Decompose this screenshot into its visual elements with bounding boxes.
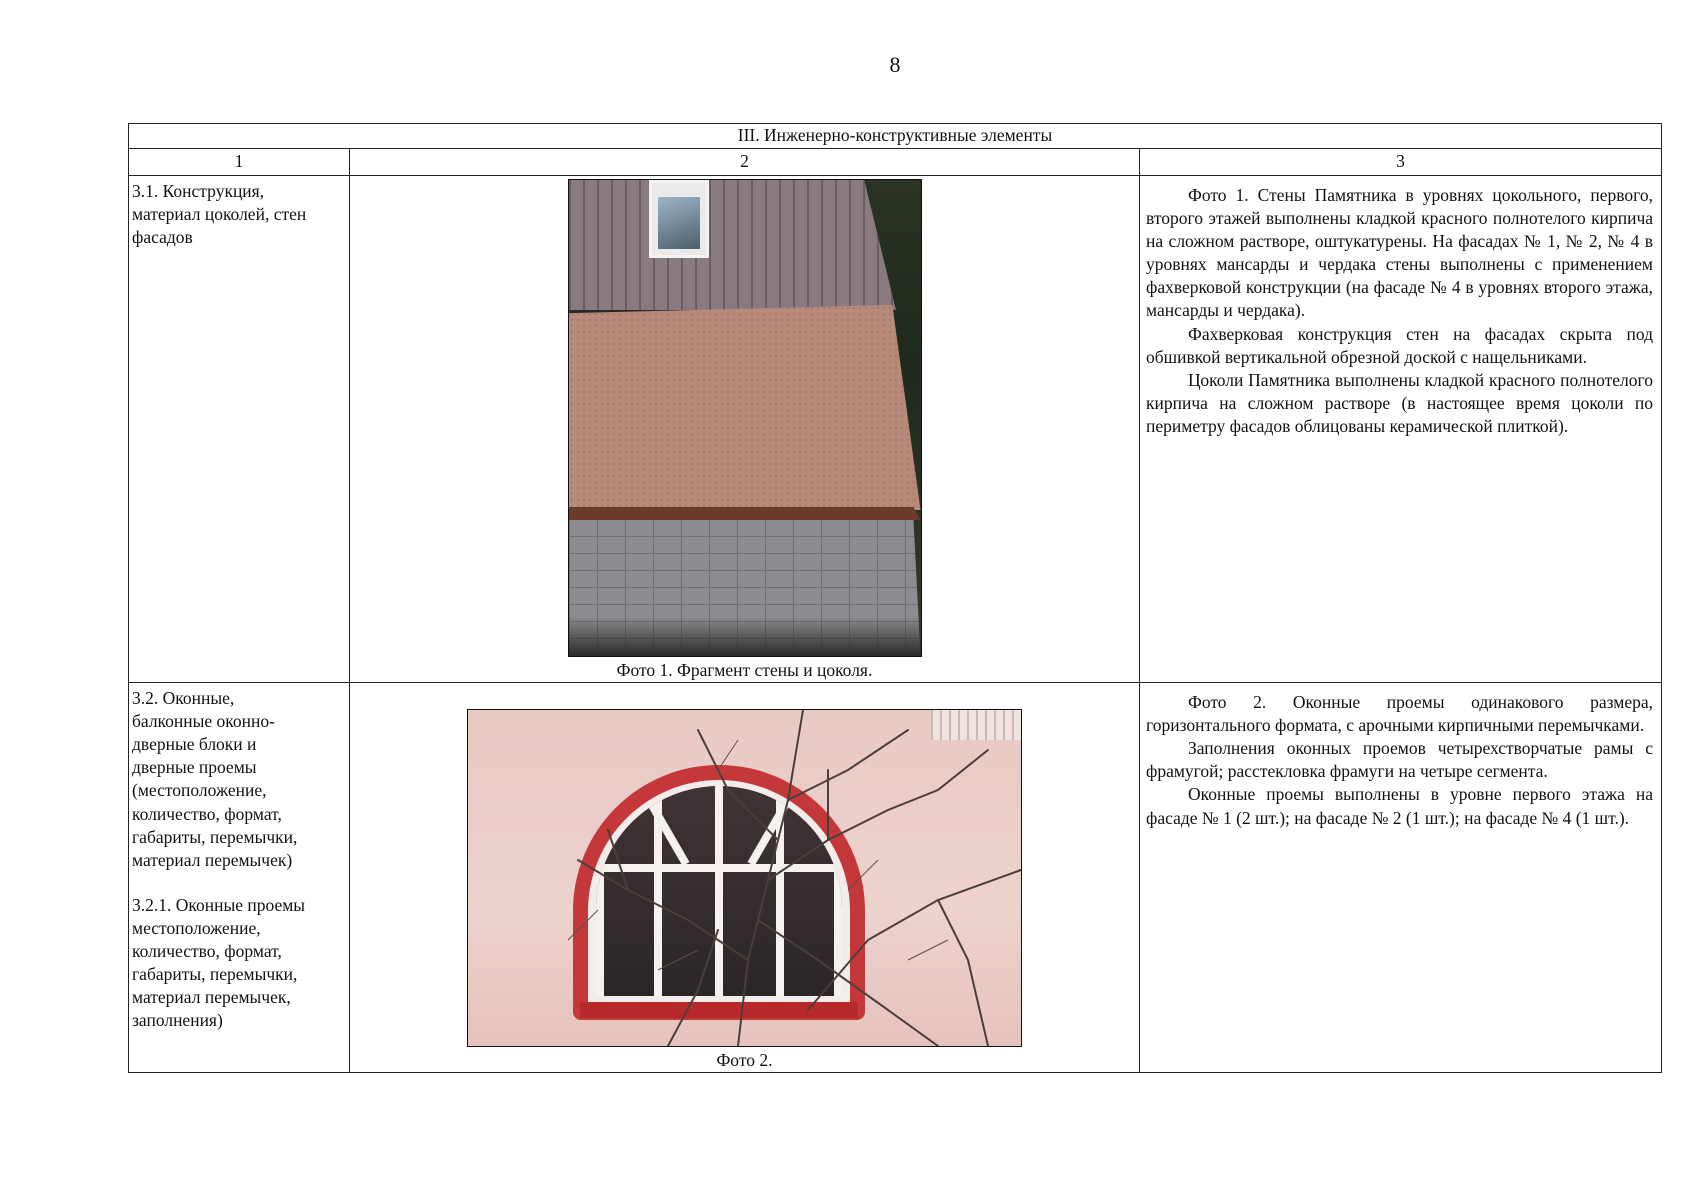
description-paragraph: Фото 2. Оконные проемы одинакового размера, горизонтального формата, с арочными кирпичными перемычками.: [1146, 692, 1654, 736]
section-title: III. Инженерно-конструктивные элементы: [129, 124, 1662, 149]
table-row-3-1: [129, 176, 1662, 683]
title-line: габариты, перемычки,: [132, 826, 298, 847]
title-line: балконные оконно-: [132, 711, 275, 732]
row-3-2-description: [1140, 683, 1662, 1073]
tree-branches: [468, 710, 1021, 1046]
description-paragraph: Цоколи Памятника выполнены кладкой красного полнотелого кирпича на сложном растворе (в настоящее время цоколи по периметру фасадов облицованы керамической плиткой).: [1146, 369, 1654, 436]
title-line: 3.2.1. Оконные проемы: [132, 894, 306, 915]
photo-caption: Фото 1. Фрагмент стены и цоколя.: [616, 660, 873, 680]
page-number: 8: [889, 52, 901, 77]
row-3-1-description: [1140, 176, 1662, 683]
row-3-1-photo-cell: [350, 176, 1140, 683]
wall-and-plinth-photo: [568, 179, 922, 657]
title-line: 3.1. Конструкция,: [132, 181, 265, 201]
title-line: дверные блоки и: [132, 734, 257, 755]
column-number-row: [129, 149, 1662, 176]
row-3-2-photo-cell: [350, 683, 1140, 1073]
description-paragraph: Заполнения оконных проемов четырехстворчатые рамы с фрамугой; расстекловка фрамуги на четыре сегмента.: [1146, 738, 1654, 782]
title-line: заполнения): [132, 1010, 223, 1031]
row-3-2-title: [129, 683, 350, 1073]
title-line: 3.2. Оконные,: [132, 688, 235, 709]
column-number-2: 2: [350, 149, 1140, 176]
description-paragraph: Фахверковая конструкция стен на фасадах скрыта под обшивкой вертикальной обрезной доской с нащельниками.: [1146, 323, 1654, 367]
arched-window-photo: [467, 709, 1022, 1047]
elements-table: [128, 123, 1662, 1073]
title-line: (местоположение,: [132, 780, 267, 801]
title-line: габариты, перемычки,: [132, 964, 298, 985]
description-paragraph: Фото 1. Стены Памятника в уровнях цокольного, первого, второго этажей выполнены кладкой красного полнотелого кирпича на сложном растворе, оштукатурены. На фасадах № 1, № 2, № 4 в уровнях мансарды и чердака стены выполнены с применением фахверковой конструкции (на фасаде № 4 в уровнях второго этажа, мансарды и чердака).: [1146, 185, 1654, 321]
photo-caption: Фото 2.: [716, 1050, 773, 1071]
title-line: количество, формат,: [132, 803, 282, 824]
table-row-3-2: [129, 683, 1662, 1073]
title-line: дверные проемы: [132, 757, 257, 778]
vertical-board-siding: [569, 180, 921, 310]
attic-window: [649, 180, 709, 258]
plinth-band: [569, 507, 921, 520]
title-line: фасадов: [132, 227, 193, 248]
title-line: местоположение,: [132, 917, 261, 938]
description-paragraph: Оконные проемы выполнены в уровне первого этажа на фасаде № 1 (2 шт.); на фасаде № 2 (1 шт.); на фасаде № 4 (1 шт.).: [1146, 784, 1654, 828]
title-line: материал перемычек): [132, 849, 293, 870]
section-title-row: [129, 124, 1662, 149]
ground-shadow: [569, 616, 921, 656]
title-line: материал перемычек,: [132, 987, 291, 1008]
title-line: количество, формат,: [132, 941, 282, 962]
column-number-1: 1: [129, 149, 350, 176]
column-number-3: 3: [1140, 149, 1662, 176]
title-line: материал цоколей, стен: [132, 204, 307, 225]
plastered-wall: [569, 305, 921, 510]
row-3-1-title: [129, 176, 350, 683]
